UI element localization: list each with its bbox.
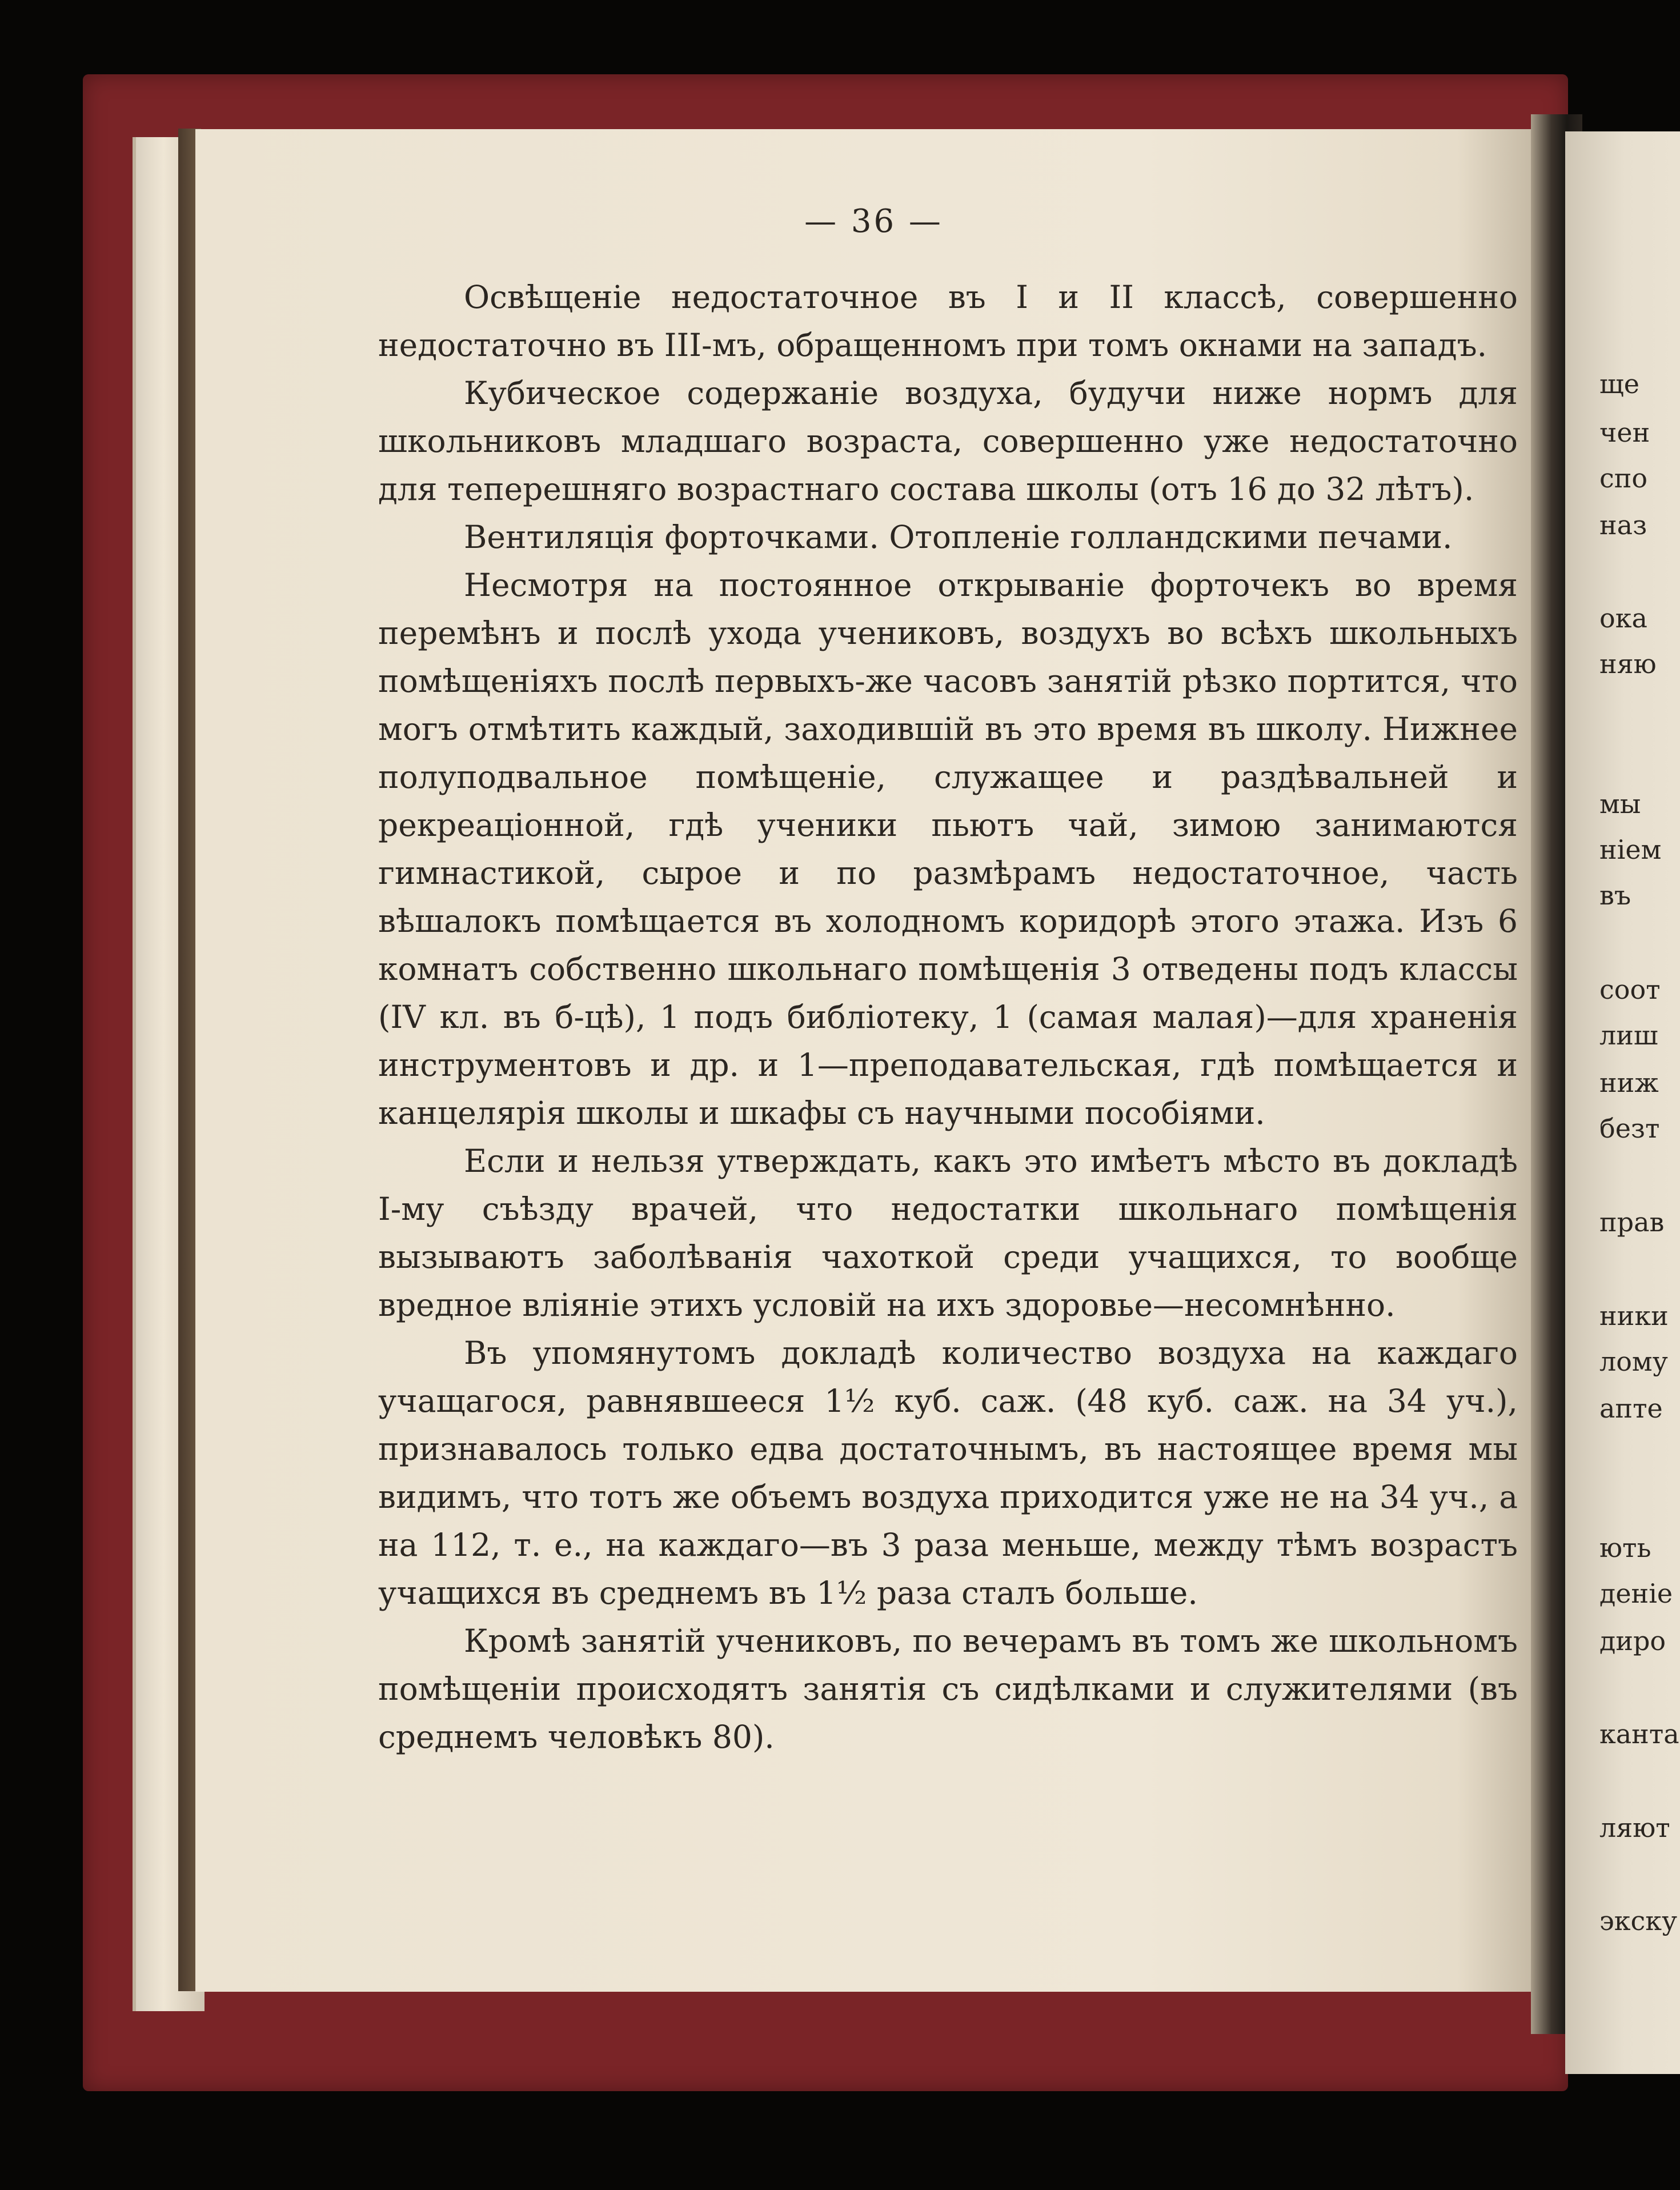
facing-line: мы (1599, 788, 1641, 819)
facing-line: соот (1599, 974, 1661, 1005)
facing-line: няю (1599, 648, 1657, 679)
facing-line: лиш (1599, 1020, 1658, 1051)
facing-page-text (1599, 0, 1680, 2190)
facing-line: ють (1599, 1532, 1651, 1563)
facing-line: прав (1599, 1207, 1665, 1238)
paragraph: Освѣщеніе недостаточное въ I и II классѣ, совершенно недостаточно въ III-мъ, обращенномъ при томъ окнами на западъ. (378, 279, 1518, 363)
paragraph: Если и нельзя утверждать, какъ это имѣетъ мѣсто въ докладѣ I-му съѣзду врачей, что недостатки школьнаго помѣщенія вызываютъ заболѣванія чахоткой среди учащихся, то вообще вредное вліяніе этихъ условій на ихъ здоровье—несомнѣнно. (378, 1143, 1518, 1323)
facing-line: экску (1599, 1905, 1678, 1936)
paragraph: Несмотря на постоянное открываніе форточекъ во время перемѣнъ и послѣ ухода учениковъ, воздухъ во всѣхъ школьныхъ помѣщеніяхъ послѣ первыхъ-же часовъ занятій рѣзко портится, что могъ отмѣтить каждый, заходившій въ это время въ школу. Нижнее полуподвальное помѣщеніе, служащее и раздѣвальней и рекреаціонной, гдѣ ученики пьютъ чай, зимою занимаются гимнастикой, сырое и по размѣрамъ недостаточное, часть вѣшалокъ помѣщается въ холодномъ коридорѣ этого этажа. Изъ 6 комнатъ собственно школьнаго помѣщенія 3 отведены подъ классы (IV кл. въ б-цѣ), 1 подъ библіотеку, 1 (самая малая)—для храненія инструментовъ и др. и 1—преподавательская, гдѣ помѣщается и канцелярія школы и шкафы съ научными пособіями. (378, 567, 1518, 1131)
facing-line: безт (1599, 1113, 1660, 1144)
paragraph: Кромѣ занятій учениковъ, по вечерамъ въ томъ же школьномъ помѣщеніи происходятъ занятія съ сидѣлками и служителями (въ среднемъ человѣкъ 80). (378, 1623, 1518, 1755)
facing-line: канта (1599, 1719, 1679, 1749)
facing-line: ніем (1599, 834, 1662, 865)
facing-line: ще (1599, 369, 1639, 399)
paragraph: Въ упомянутомъ докладѣ количество воздуха на каждаго учащагося, равнявшееся 1½ куб. саж. (48 куб. саж. на 34 уч.), признавалось только едва достаточнымъ, въ настоящее время мы видимъ, что тотъ же объемъ воздуха приходится уже не на 34 уч., а на 112, т. е., на каждаго—въ 3 раза меньше, между тѣмъ возрастъ учащихся въ среднемъ въ 1½ раза сталъ больше. (378, 1335, 1518, 1611)
page-number: — 36 — (804, 203, 943, 240)
facing-line: лому (1599, 1346, 1668, 1377)
page-text-body (378, 273, 1518, 1761)
paragraph: Вентиляція форточками. Отопленіе голландскими печами. (464, 519, 1453, 555)
paragraph: Кубическое содержаніе воздуха, будучи ниже нормъ для школьниковъ младшаго возраста, совершенно уже недостаточно для теперешняго возрастнаго состава школы (отъ 16 до 32 лѣтъ). (378, 375, 1518, 507)
facing-line: чен (1599, 417, 1650, 448)
facing-line: деніе (1599, 1578, 1673, 1609)
facing-line: апте (1599, 1393, 1663, 1424)
facing-line: диро (1599, 1626, 1666, 1656)
facing-line: ляют (1599, 1812, 1670, 1843)
facing-line: ниж (1599, 1067, 1659, 1098)
facing-line: ока (1599, 603, 1647, 634)
facing-line: въ (1599, 880, 1631, 911)
facing-line: спо (1599, 463, 1648, 494)
facing-line: наз (1599, 510, 1647, 541)
facing-line: ники (1599, 1300, 1669, 1331)
